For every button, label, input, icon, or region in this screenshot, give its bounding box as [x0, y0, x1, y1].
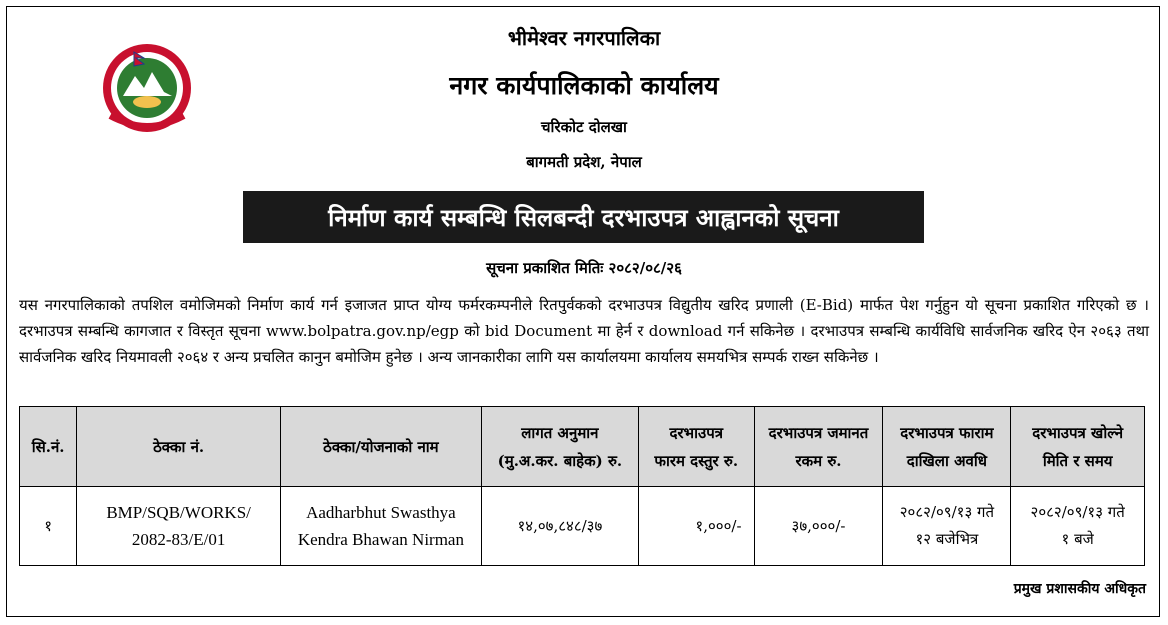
header-project-name: ठेक्का/योजनाको नाम	[280, 407, 481, 487]
office-name: नगर कार्यपालिकाको कार्यालय	[449, 71, 719, 100]
header-submission-period: दरभाउपत्र फाराम दाखिला अवधि	[883, 407, 1011, 487]
cell-bid-security: ३७,०००/-	[754, 487, 883, 566]
header-cost-estimate: लागत अनुमान (मु.अ.कर. बाहेक) रु.	[481, 407, 638, 487]
header-opening-date: दरभाउपत्र खोल्ने मिति र समय	[1011, 407, 1145, 487]
header-form-fee: दरभाउपत्र फारम दस्तुर रु.	[638, 407, 754, 487]
notice-body: यस नगरपालिकाको तपशिल वमोजिमको निर्माण कार्य गर्न इजाजत प्राप्त योग्य फर्मरकम्पनीले रितपुर्वकको दरभाउपत्र विद्युतीय खरिद प्रणाली (E-Bid) मार्फत पेश गर्नुहुन यो सूचना प्रकाशित गरिएको छ । दरभाउपत्र सम्बन्धि कागजात र विस्तृत सूचना www.bolpatra.gov.np/egp को bid Document मा हेर्न र download गर्न सकिनेछ । दरभाउपत्र सम्बन्धि कार्यविधि सार्वजनिक खरिद ऐन २०६३ तथा सार्वजनिक खरिद नियमावली २०६४ र अन्य प्रचलित कानुन बमोजिम हुनेछ । अन्य जानकारीका लागि यस कार्यालयमा कार्यालय समयभित्र सम्पर्क राख्न सकिनेछ ।	[19, 296, 1149, 366]
office-location: चरिकोट दोलखा	[541, 118, 627, 136]
municipality-name: भीमेश्वर नगरपालिका	[507, 26, 661, 50]
table-header-row	[20, 407, 1145, 487]
header-sn: सि.नं.	[20, 407, 77, 487]
header-contract-no: ठेक्का नं.	[77, 407, 281, 487]
publish-date: सूचना प्रकाशित मितिः २०८२/०८/२६	[486, 259, 682, 277]
notice-title-banner	[243, 191, 924, 243]
header-bid-security: दरभाउपत्र जमानत रकम रु.	[754, 407, 883, 487]
signatory-title: प्रमुख प्रशासकीय अधिकृत	[1013, 581, 1146, 597]
cell-submission-period: २०८२/०९/१३ गते १२ बजेभित्र	[883, 487, 1011, 566]
table-row	[20, 487, 1145, 566]
cell-cost-estimate: १४,०७,८४८/३७	[481, 487, 638, 566]
cell-project-name: Aadharbhut Swasthya Kendra Bhawan Nirman	[280, 487, 481, 566]
cell-opening-date: २०८२/०९/१३ गते १ बजे	[1011, 487, 1145, 566]
cell-contract-no: BMP/SQB/WORKS/ 2082-83/E/01	[77, 487, 281, 566]
notice-title: निर्माण कार्य सम्बन्धि सिलबन्दी दरभाउपत्र आह्वानको सूचना	[328, 202, 839, 232]
province-name: बागमती प्रदेश, नेपाल	[526, 153, 642, 171]
tender-table	[19, 406, 1145, 566]
cell-form-fee: १,०००/-	[638, 487, 754, 566]
cell-sn: १	[20, 487, 77, 566]
